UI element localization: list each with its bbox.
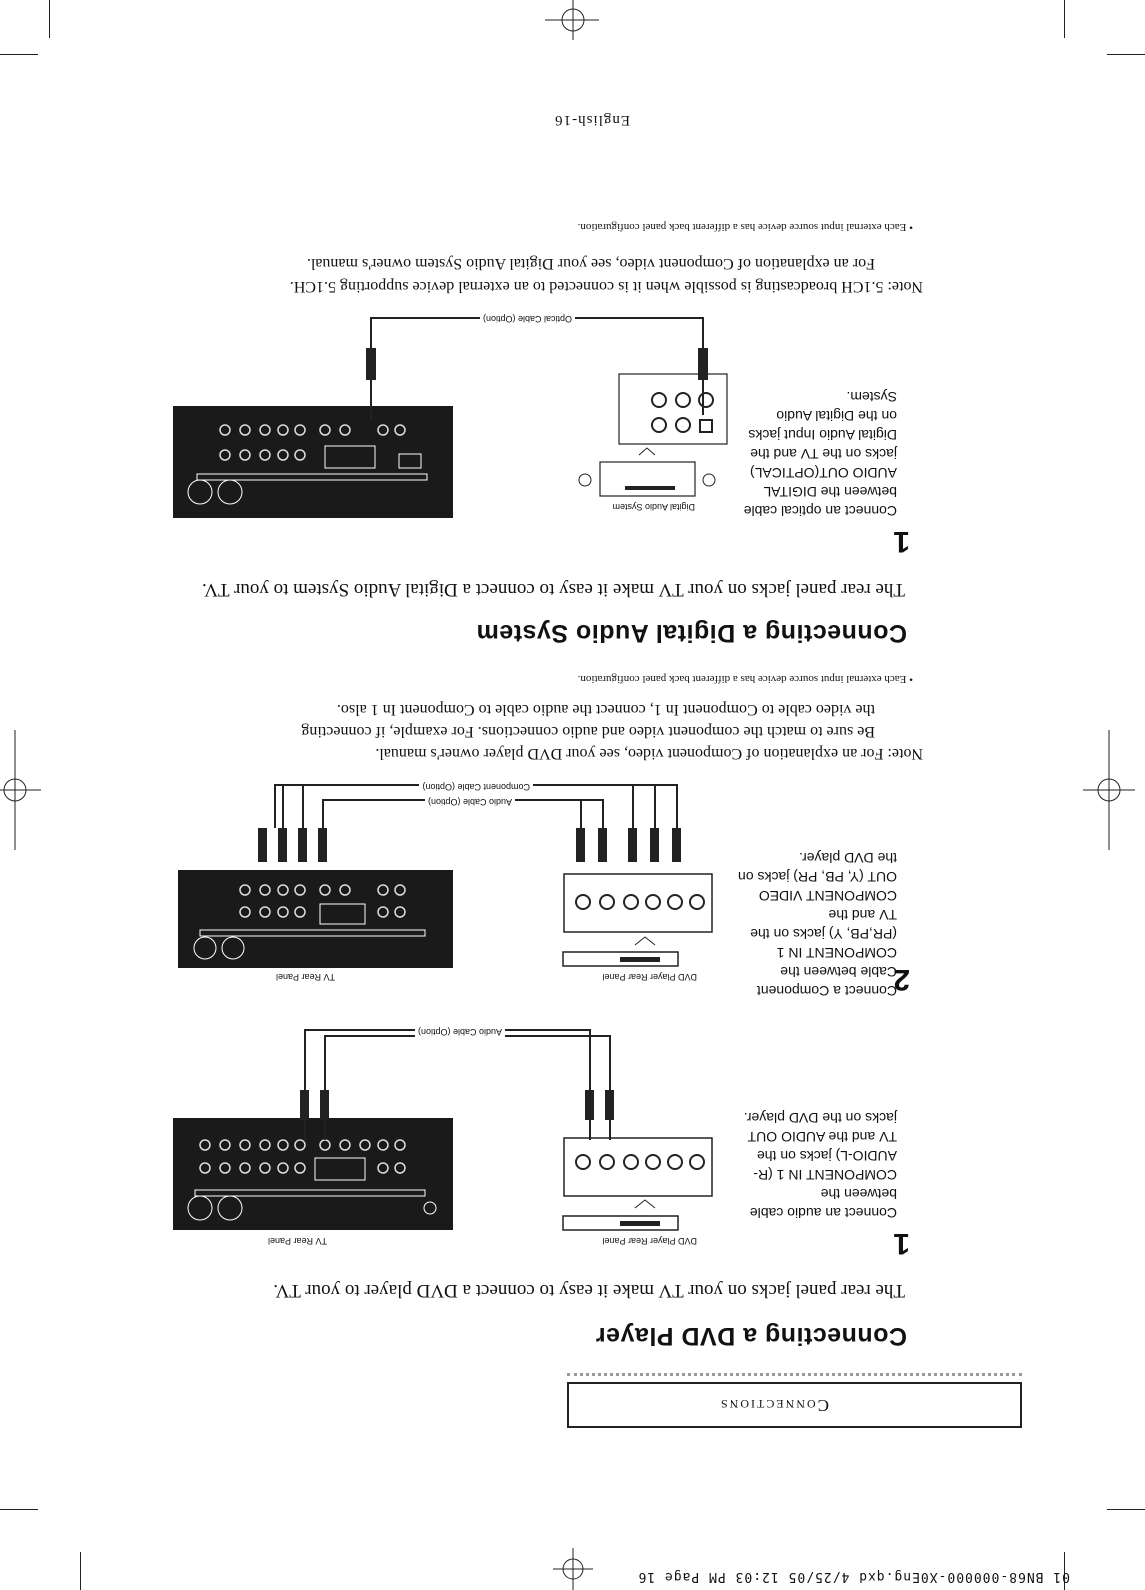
- digital-audio-system-icon: [600, 462, 695, 496]
- dvd-step2-number: 2: [893, 963, 910, 996]
- audio-section-intro: The rear panel jacks on your TV make it easy to connect a Digital Audio System to your TV.: [201, 579, 905, 600]
- dvd-step2-cable-label-2: Audio Cable (Option): [425, 797, 515, 807]
- audio-step1-cable-label: Optical Cable (Option): [480, 314, 575, 324]
- audio-step1-text: Connect an optical cable between the DIGITAL AUDIO OUT(OPTICAL) jacks on the TV and the Digital Audio Input jacks on the Digital Audio System.: [743, 389, 897, 519]
- dvd-note-line2: Be sure to match the component video and audio connections. For example, if connecting: [301, 723, 875, 740]
- dvd-step1-number: 1: [893, 1227, 910, 1260]
- audio-note-line2: For an explanation of Component video, see your Digital Audio System owner's manual.: [306, 255, 875, 272]
- page-number: English-16: [554, 112, 630, 128]
- audio-section-title: Connecting a Digital Audio System: [476, 619, 907, 647]
- dvd-section-title: Connecting a DVD Player: [595, 1322, 907, 1350]
- dvd-section-intro: The rear panel jacks on your TV make it easy to connect a DVD player to your TV.: [273, 1280, 905, 1301]
- section-header: [567, 1382, 1022, 1428]
- section-header-label: Connections: [719, 1396, 830, 1415]
- audio-step1-diagram: [0, 310, 1145, 530]
- dvd-step2-text: Connect a Component Cable between the COMPONENT IN 1 (PR,PB, Y) jacks on the TV and the COMPONENT VIDEO OUT (Y, PB, PR) jacks on the DVD player.: [738, 850, 897, 999]
- audio-step1-device-caption: Digital Audio System: [612, 502, 695, 512]
- dvd-step1-text: Connect an audio cable between the COMPONENT IN 1 (R-AUDIO-L) jacks on the TV and the AUDIO OUT jacks on the DVD player.: [743, 1110, 897, 1221]
- tv-rear-panel: [178, 870, 453, 968]
- audio-bullet-note: • Each external input source device has a different back panel configuration.: [577, 221, 913, 233]
- header-rule: [567, 1373, 1022, 1376]
- dvd-note-line3: the video cable to Component In 1, connect the audio cable to Component In 1 also.: [336, 701, 875, 718]
- audio-step1-number: 1: [893, 525, 910, 558]
- dvd-step1-device-caption: DVD Player Rear Panel: [602, 1236, 697, 1246]
- dvd-step2-tv-caption: TV Rear Panel: [275, 972, 335, 982]
- tv-rear-panel: [173, 406, 453, 518]
- dvd-step2-cable-label-1: Component Cable (Option): [419, 782, 533, 792]
- tv-rear-panel: [173, 1118, 453, 1230]
- dvd-step2-diagram: [0, 770, 1145, 990]
- dvd-step2-device-caption: DVD Player Rear Panel: [602, 972, 697, 982]
- audio-bullet-text: Each external input source device has a different back panel configuration.: [577, 221, 907, 233]
- dvd-step1-diagram: [0, 1000, 1145, 1260]
- audio-note-line1: Note: 5.1CH broadcasting is possible when it is connected to an external device supporting 5.1CH.: [289, 278, 923, 295]
- dvd-bullet-text: Each external input source device has a different back panel configuration.: [577, 673, 907, 685]
- dvd-step1-tv-caption: TV Rear Panel: [267, 1236, 327, 1246]
- digital-audio-rear-panel: [619, 374, 727, 444]
- dvd-note-line1: Note: For an explanation of Component video, see your DVD player owner's manual.: [375, 745, 923, 762]
- file-slug: 01 BN68-000000-X0Eng.qxd 4/25/05 12:03 PM Page 16: [637, 1569, 1070, 1584]
- dvd-bullet-note: • Each external input source device has a different back panel configuration.: [577, 673, 913, 685]
- dvd-step1-cable-label: Audio Cable (Option): [415, 1027, 505, 1037]
